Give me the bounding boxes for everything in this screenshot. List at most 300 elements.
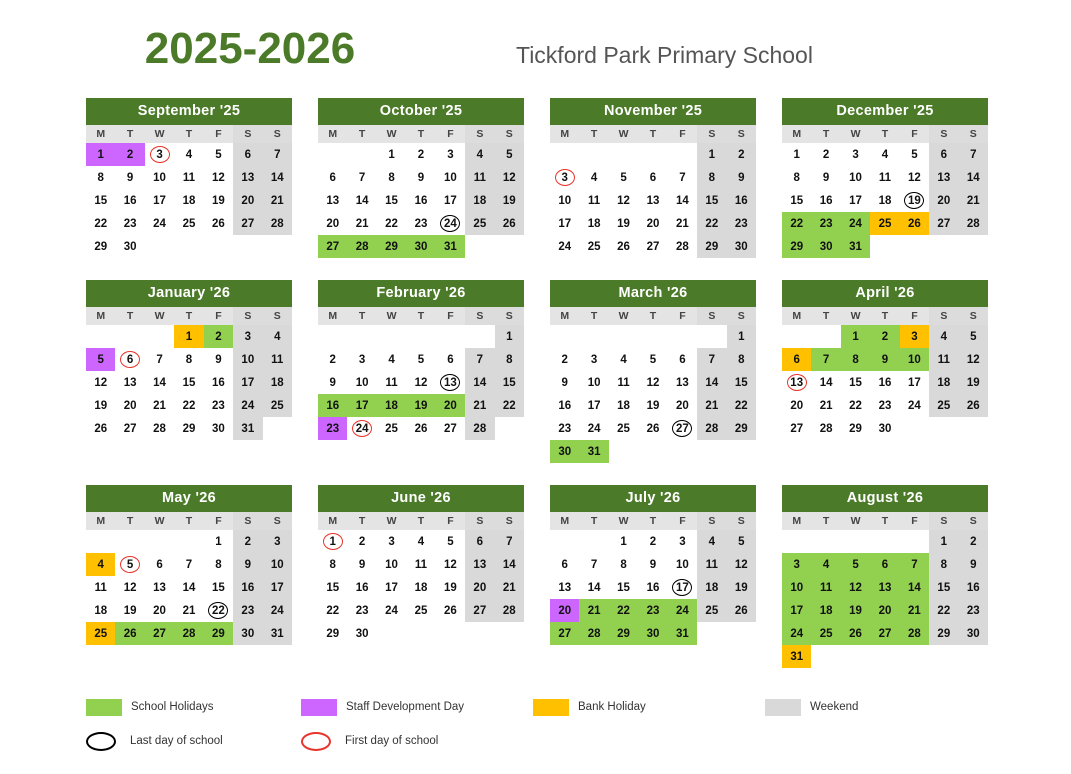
day-cell: 18 xyxy=(414,581,428,594)
day-cell: 7 xyxy=(959,143,988,166)
day-cell: 14 xyxy=(587,581,601,594)
week-row xyxy=(782,599,988,622)
day-cell: 17 xyxy=(849,194,862,207)
month-title: October '25 xyxy=(318,98,524,125)
weekday-header: S xyxy=(959,307,988,325)
empty-cell xyxy=(204,235,233,258)
day-cell: 21 xyxy=(495,576,524,599)
weekday-header: S xyxy=(959,512,988,530)
day-cell: 8 xyxy=(97,171,104,184)
week-row xyxy=(782,394,988,417)
day-cell: 25 xyxy=(697,599,726,622)
week-row xyxy=(86,394,292,417)
day-cell: 4 xyxy=(465,143,494,166)
weekday-header: F xyxy=(900,307,929,325)
day-cell: 23 xyxy=(959,599,988,622)
week-row xyxy=(86,143,292,166)
week-row xyxy=(782,166,988,189)
day-cell: 26 xyxy=(414,422,428,435)
weekday-header: S xyxy=(465,512,494,530)
day-cell xyxy=(782,371,811,394)
month-table xyxy=(782,125,988,258)
weekday-header: S xyxy=(495,125,524,143)
day-cell: 19 xyxy=(444,581,457,594)
week-row xyxy=(550,394,756,417)
day-cell: 14 xyxy=(959,166,988,189)
day-cell: 24 xyxy=(558,240,572,253)
day-cell: 12 xyxy=(444,558,457,571)
day-cell: 1 xyxy=(929,530,958,553)
day-cell: 21 xyxy=(676,217,689,230)
day-cell: 27 xyxy=(233,212,262,235)
day-cell: 18 xyxy=(182,194,196,207)
day-cell xyxy=(900,189,929,212)
day-cell: 27 xyxy=(550,622,579,645)
day-cell: 22 xyxy=(94,217,108,230)
weekday-header: T xyxy=(174,125,203,143)
day-cell: 8 xyxy=(185,353,193,366)
empty-cell xyxy=(929,417,958,440)
day-cell: 28 xyxy=(153,422,166,435)
day-cell: 5 xyxy=(86,348,115,371)
week-row xyxy=(86,371,292,394)
empty-cell xyxy=(697,325,726,348)
day-cell: 28 xyxy=(263,212,292,235)
weekday-header: S xyxy=(697,512,726,530)
month-title: November '25 xyxy=(550,98,756,125)
day-cell: 31 xyxy=(841,235,870,258)
weekday-header: S xyxy=(465,125,494,143)
day-cell: 3 xyxy=(358,353,366,366)
day-cell: 4 xyxy=(86,553,115,576)
weekday-header: W xyxy=(841,125,870,143)
weekday-header-row xyxy=(550,125,756,143)
day-cell: 8 xyxy=(215,558,222,571)
day-cell: 9 xyxy=(126,171,134,184)
day-cell xyxy=(204,599,233,622)
day-cell: 1 xyxy=(174,325,203,348)
week-row xyxy=(86,599,292,622)
legend-row-markers xyxy=(86,724,1071,758)
day-cell: 14 xyxy=(182,581,196,594)
legend-item xyxy=(765,699,965,716)
day-cell: 8 xyxy=(329,558,336,571)
week-row xyxy=(550,325,756,348)
weekday-header: F xyxy=(204,125,233,143)
day-cell: 28 xyxy=(347,235,376,258)
week-row xyxy=(86,348,292,371)
day-cell: 30 xyxy=(355,627,369,640)
week-row xyxy=(86,235,292,258)
week-row xyxy=(550,599,756,622)
day-cell: 20 xyxy=(233,189,262,212)
empty-cell xyxy=(609,440,638,463)
month-block xyxy=(86,98,292,258)
day-cell: 26 xyxy=(495,212,524,235)
empty-cell xyxy=(727,440,756,463)
day-cell: 7 xyxy=(590,558,598,571)
day-cell: 4 xyxy=(388,353,395,366)
day-cell: 11 xyxy=(588,194,601,207)
day-cell: 18 xyxy=(878,194,892,207)
day-cell: 1 xyxy=(793,148,800,161)
empty-cell xyxy=(870,530,899,553)
week-row xyxy=(318,622,524,645)
day-cell: 5 xyxy=(215,148,222,161)
month-title: August '26 xyxy=(782,485,988,512)
day-cell: 16 xyxy=(212,376,225,389)
day-cell: 8 xyxy=(620,558,627,571)
day-cell: 14 xyxy=(819,376,833,389)
day-cell: 16 xyxy=(558,399,572,412)
month-title: January '26 xyxy=(86,280,292,307)
day-cell: 20 xyxy=(550,599,579,622)
week-row xyxy=(86,189,292,212)
weekday-header: T xyxy=(115,125,144,143)
weekday-header: T xyxy=(347,512,376,530)
month-block xyxy=(782,485,988,668)
week-row xyxy=(550,189,756,212)
first-day-marker-icon xyxy=(301,732,331,751)
day-cell: 6 xyxy=(447,353,454,366)
day-cell: 25 xyxy=(385,422,398,435)
day-cell: 4 xyxy=(929,325,958,348)
weekday-header: F xyxy=(900,512,929,530)
day-cell: 13 xyxy=(123,376,137,389)
day-cell: 29 xyxy=(782,235,811,258)
day-cell: 18 xyxy=(617,399,630,412)
weekday-header: T xyxy=(811,125,840,143)
day-cell: 7 xyxy=(900,553,929,576)
day-cell: 11 xyxy=(414,558,428,571)
month-block xyxy=(86,485,292,668)
day-cell: 16 xyxy=(819,194,833,207)
day-cell: 1 xyxy=(388,148,395,161)
day-cell: 16 xyxy=(123,194,137,207)
weekday-header: T xyxy=(870,512,899,530)
last-day-marker-icon: 22 xyxy=(208,602,228,619)
day-cell: 7 xyxy=(358,171,366,184)
day-cell: 11 xyxy=(263,348,292,371)
weekday-header: T xyxy=(174,512,203,530)
weekday-header: M xyxy=(318,512,347,530)
legend-item xyxy=(86,732,301,751)
weekday-header: T xyxy=(638,512,667,530)
day-cell: 18 xyxy=(377,394,406,417)
day-cell: 20 xyxy=(929,189,958,212)
day-cell: 27 xyxy=(465,599,494,622)
first-day-marker-icon: 5 xyxy=(120,556,140,573)
day-cell: 8 xyxy=(495,348,524,371)
week-row xyxy=(318,599,524,622)
weekday-header: T xyxy=(347,307,376,325)
week-row xyxy=(318,143,524,166)
day-cell: 9 xyxy=(870,348,899,371)
day-cell: 26 xyxy=(900,212,929,235)
empty-cell xyxy=(638,325,667,348)
day-cell: 8 xyxy=(697,166,726,189)
month-block xyxy=(318,98,524,258)
day-cell: 9 xyxy=(329,376,336,389)
week-row xyxy=(318,553,524,576)
empty-cell xyxy=(668,325,697,348)
empty-cell xyxy=(465,622,494,645)
day-cell: 30 xyxy=(878,422,892,435)
day-cell: 5 xyxy=(417,353,425,366)
day-cell: 12 xyxy=(908,171,921,184)
legend-row-colors xyxy=(86,690,1071,724)
week-row xyxy=(782,530,988,553)
day-cell: 20 xyxy=(790,399,804,412)
day-cell: 22 xyxy=(782,212,811,235)
day-cell: 2 xyxy=(233,530,262,553)
empty-cell xyxy=(550,143,579,166)
empty-cell xyxy=(811,645,840,668)
day-cell: 8 xyxy=(841,348,870,371)
first-day-marker-icon: 24 xyxy=(352,420,372,437)
day-cell: 11 xyxy=(811,576,840,599)
day-cell: 13 xyxy=(929,166,958,189)
week-row xyxy=(86,325,292,348)
day-cell: 1 xyxy=(841,325,870,348)
month-table xyxy=(318,512,524,645)
empty-cell xyxy=(959,417,988,440)
day-cell: 12 xyxy=(414,376,428,389)
day-cell: 17 xyxy=(385,581,398,594)
day-cell: 5 xyxy=(959,325,988,348)
day-cell: 26 xyxy=(444,604,457,617)
day-cell: 9 xyxy=(959,553,988,576)
day-cell: 6 xyxy=(156,558,163,571)
week-row xyxy=(86,530,292,553)
day-cell: 23 xyxy=(811,212,840,235)
day-cell: 13 xyxy=(870,576,899,599)
day-cell: 19 xyxy=(212,194,225,207)
day-cell: 19 xyxy=(646,399,660,412)
empty-cell xyxy=(900,417,929,440)
weekday-header: T xyxy=(579,512,608,530)
day-cell: 4 xyxy=(185,148,193,161)
legend xyxy=(0,690,1071,758)
empty-cell xyxy=(782,325,811,348)
weekday-header: T xyxy=(579,125,608,143)
day-cell: 9 xyxy=(215,353,222,366)
empty-cell xyxy=(929,235,958,258)
day-cell: 9 xyxy=(649,558,657,571)
weekday-header: W xyxy=(145,512,174,530)
legend-label: Bank Holiday xyxy=(578,701,646,713)
empty-cell xyxy=(697,622,726,645)
day-cell: 4 xyxy=(263,325,292,348)
day-cell: 2 xyxy=(204,325,233,348)
day-cell: 17 xyxy=(153,194,166,207)
day-cell: 12 xyxy=(841,576,870,599)
weekday-header-row xyxy=(550,512,756,530)
day-cell: 28 xyxy=(819,422,833,435)
day-cell: 29 xyxy=(204,622,233,645)
week-row xyxy=(550,622,756,645)
weekday-header: S xyxy=(959,125,988,143)
day-cell: 10 xyxy=(385,558,398,571)
day-cell: 12 xyxy=(123,581,137,594)
day-cell: 20 xyxy=(123,399,137,412)
week-row xyxy=(550,530,756,553)
day-cell: 3 xyxy=(852,148,859,161)
day-cell: 28 xyxy=(174,622,203,645)
day-cell: 2 xyxy=(649,535,657,548)
day-cell: 1 xyxy=(697,143,726,166)
day-cell: 22 xyxy=(182,399,196,412)
day-cell: 3 xyxy=(679,535,686,548)
weekday-header-row xyxy=(550,307,756,325)
day-cell: 21 xyxy=(900,599,929,622)
page-header xyxy=(0,0,1071,74)
day-cell: 23 xyxy=(414,217,428,230)
day-cell: 25 xyxy=(263,394,292,417)
day-cell: 12 xyxy=(212,171,225,184)
day-cell: 22 xyxy=(495,394,524,417)
weekday-header: F xyxy=(668,512,697,530)
day-cell: 8 xyxy=(793,171,800,184)
day-cell: 24 xyxy=(385,604,398,617)
day-cell: 19 xyxy=(841,599,870,622)
day-cell: 29 xyxy=(697,235,726,258)
week-row xyxy=(86,553,292,576)
day-cell xyxy=(347,417,376,440)
day-cell: 11 xyxy=(697,553,726,576)
day-cell: 17 xyxy=(263,576,292,599)
empty-cell xyxy=(115,530,144,553)
day-cell: 12 xyxy=(495,166,524,189)
month-table xyxy=(318,307,524,440)
day-cell: 10 xyxy=(900,348,929,371)
empty-cell xyxy=(929,645,958,668)
day-cell: 9 xyxy=(417,171,425,184)
day-cell: 18 xyxy=(811,599,840,622)
day-cell: 15 xyxy=(385,194,398,207)
legend-item xyxy=(86,699,301,716)
weekday-header: M xyxy=(782,307,811,325)
weekday-header: S xyxy=(263,307,292,325)
day-cell: 16 xyxy=(233,576,262,599)
weekday-header: S xyxy=(929,512,958,530)
day-cell: 25 xyxy=(617,422,630,435)
day-cell: 11 xyxy=(878,171,892,184)
weekday-header: S xyxy=(495,307,524,325)
month-table xyxy=(86,512,292,645)
page-title: 2025-2026 xyxy=(144,24,356,73)
empty-cell xyxy=(579,325,608,348)
day-cell: 5 xyxy=(620,171,627,184)
empty-cell xyxy=(668,143,697,166)
empty-cell xyxy=(495,417,524,440)
day-cell: 12 xyxy=(94,376,108,389)
day-cell: 30 xyxy=(212,422,225,435)
day-cell: 21 xyxy=(819,399,833,412)
day-cell: 27 xyxy=(444,422,457,435)
day-cell: 5 xyxy=(841,553,870,576)
weekday-header: W xyxy=(145,125,174,143)
day-cell: 9 xyxy=(233,553,262,576)
day-cell: 22 xyxy=(849,399,862,412)
day-cell: 11 xyxy=(617,376,630,389)
day-cell: 4 xyxy=(811,553,840,576)
weekday-header-row xyxy=(318,307,524,325)
day-cell: 31 xyxy=(668,622,697,645)
weekday-header: T xyxy=(579,307,608,325)
day-cell: 11 xyxy=(94,581,107,594)
weekday-header: M xyxy=(318,125,347,143)
empty-cell xyxy=(495,235,524,258)
day-cell: 19 xyxy=(495,189,524,212)
empty-cell xyxy=(870,645,899,668)
day-cell: 30 xyxy=(406,235,435,258)
day-cell: 26 xyxy=(727,599,756,622)
day-cell: 1 xyxy=(495,325,524,348)
empty-cell xyxy=(115,325,144,348)
day-cell: 10 xyxy=(153,171,166,184)
month-block xyxy=(318,485,524,668)
day-cell: 19 xyxy=(617,217,630,230)
weekday-header: F xyxy=(436,512,465,530)
day-cell: 25 xyxy=(811,622,840,645)
month-title: May '26 xyxy=(86,485,292,512)
empty-cell xyxy=(406,325,435,348)
legend-color-swatch xyxy=(765,699,801,716)
week-row xyxy=(86,212,292,235)
month-title: March '26 xyxy=(550,280,756,307)
week-row xyxy=(318,189,524,212)
day-cell: 14 xyxy=(676,194,689,207)
weekday-header: T xyxy=(811,307,840,325)
day-cell: 22 xyxy=(326,604,340,617)
empty-cell xyxy=(609,325,638,348)
day-cell: 6 xyxy=(465,530,494,553)
week-row xyxy=(318,166,524,189)
day-cell: 6 xyxy=(233,143,262,166)
day-cell: 2 xyxy=(561,353,568,366)
day-cell: 30 xyxy=(550,440,579,463)
week-row xyxy=(550,348,756,371)
day-cell: 27 xyxy=(646,240,660,253)
month-table xyxy=(550,307,756,463)
day-cell: 14 xyxy=(355,194,369,207)
day-cell: 8 xyxy=(727,348,756,371)
day-cell: 31 xyxy=(233,417,262,440)
week-row xyxy=(782,348,988,371)
day-cell xyxy=(115,553,144,576)
day-cell: 15 xyxy=(617,581,630,594)
month-table xyxy=(782,512,988,668)
empty-cell xyxy=(263,417,292,440)
day-cell: 16 xyxy=(414,194,428,207)
week-row xyxy=(782,622,988,645)
empty-cell xyxy=(495,622,524,645)
weekday-header: W xyxy=(609,512,638,530)
day-cell: 11 xyxy=(929,348,958,371)
day-cell: 28 xyxy=(579,622,608,645)
empty-cell xyxy=(465,325,494,348)
weekday-header: T xyxy=(347,125,376,143)
day-cell: 6 xyxy=(870,553,899,576)
day-cell: 5 xyxy=(649,353,657,366)
month-table xyxy=(318,125,524,258)
day-cell: 30 xyxy=(727,235,756,258)
day-cell: 15 xyxy=(94,194,108,207)
day-cell: 29 xyxy=(326,627,340,640)
weekday-header: T xyxy=(638,125,667,143)
day-cell: 13 xyxy=(465,553,494,576)
